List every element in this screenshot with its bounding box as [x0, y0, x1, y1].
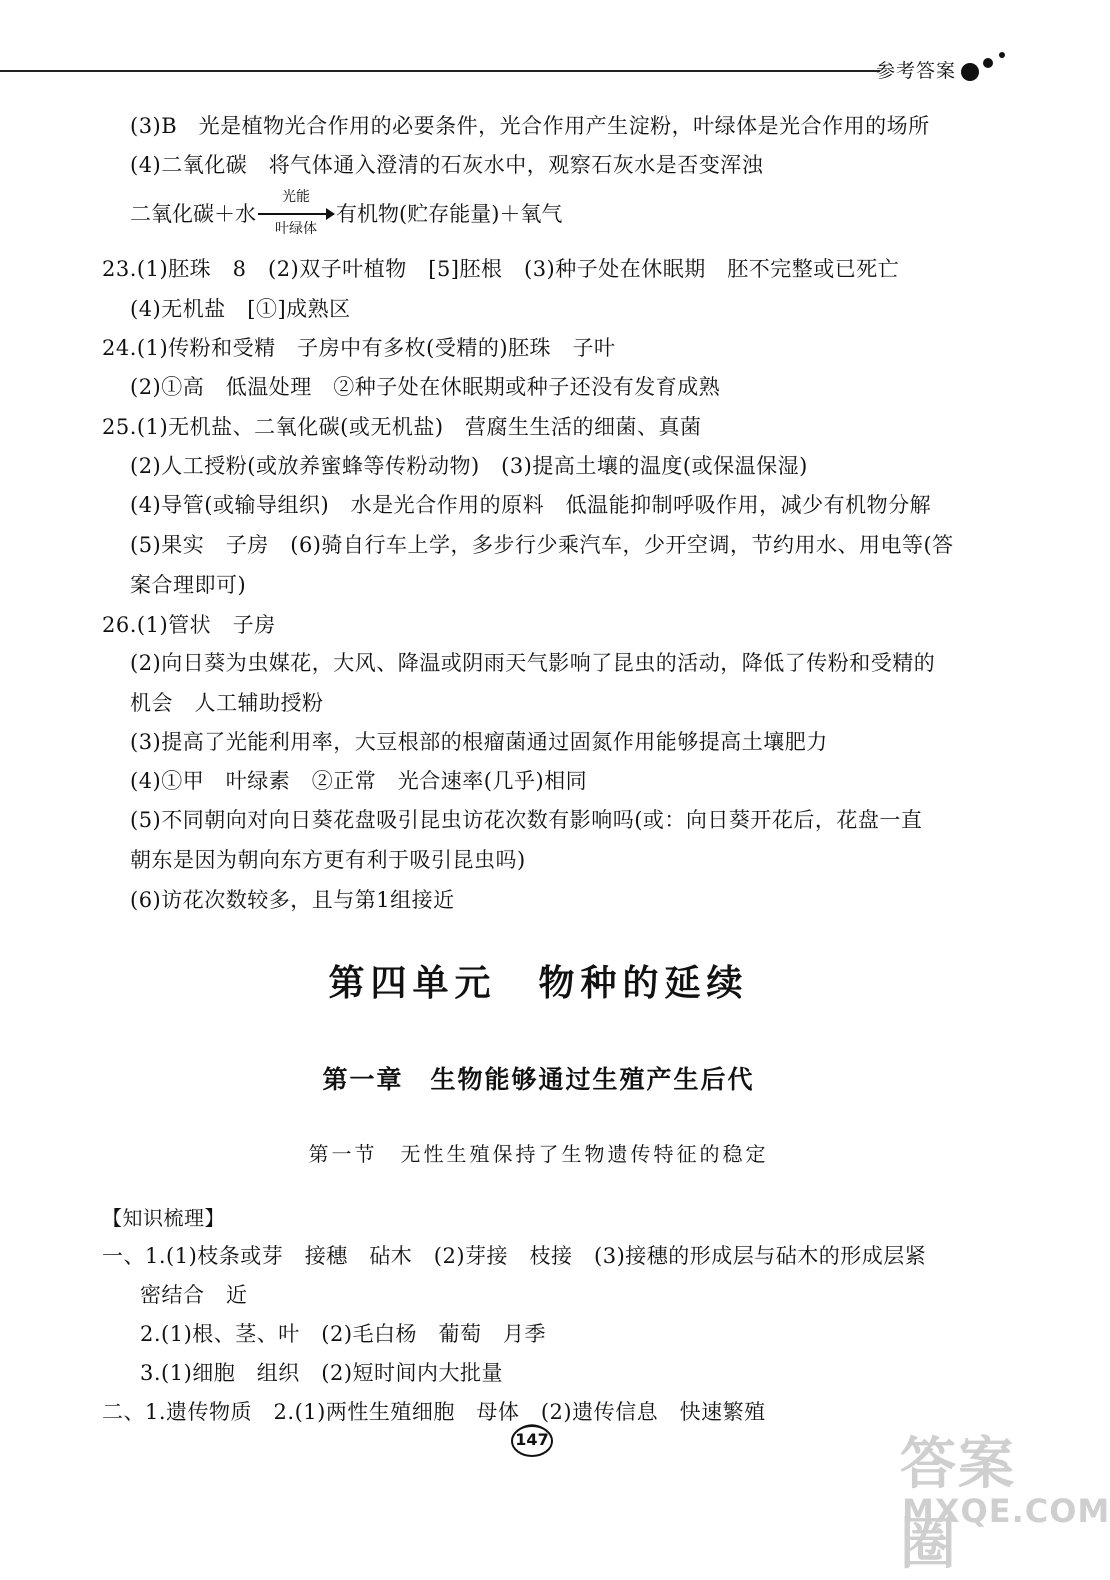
answer-line: 26.(1)管状 子房 — [102, 613, 276, 637]
knowledge-heading: 【知识梳理】 — [102, 1206, 225, 1230]
knowledge-line: 3.(1)细胞 组织 (2)短时间内大批量 — [140, 1361, 504, 1385]
answer-line: (3)B 光是植物光合作用的必要条件，光合作用产生淀粉，叶绿体是光合作用的场所 — [130, 114, 930, 138]
reaction-arrow — [256, 189, 336, 237]
answer-line: (3)提高了光能利用率，大豆根部的根瘤菌通过固氮作用能够提高土壤肥力 — [130, 730, 828, 754]
page-number-badge — [508, 1420, 556, 1460]
answer-line: 案合理即可) — [130, 573, 247, 597]
photosynthesis-equation — [130, 189, 563, 237]
header-label: 参考答案 — [876, 60, 957, 82]
knowledge-line: 2.(1)根、茎、叶 (2)毛白杨 葡萄 月季 — [140, 1322, 547, 1346]
header-rule — [0, 70, 880, 72]
answer-line: (2)向日葵为虫媒花，大风、降温或阴雨天气影响了昆虫的活动，降低了传粉和受精的 — [130, 651, 936, 675]
answer-line: (2)人工授粉(或放养蜜蜂等传粉动物) (3)提高土壤的温度(或保温保湿) — [130, 454, 808, 478]
answer-line: (5)果实 子房 (6)骑自行车上学，多步行少乘汽车，少开空调，节约用水、用电等(答 — [130, 533, 954, 557]
answer-line: (4)无机盐 [①]成熟区 — [130, 297, 351, 321]
arrow-top-label: 光能 — [282, 189, 310, 205]
answer-line: 23.(1)胚珠 8 (2)双子叶植物 [5]胚根 (3)种子处在休眠期 胚不完整或已死亡 — [102, 257, 900, 281]
answer-line: (4)二氧化碳 将气体通入澄清的石灰水中，观察石灰水是否变浑浊 — [130, 153, 764, 177]
unit-title: 第四单元 物种的延续 — [328, 962, 749, 1004]
knowledge-line: 一、1.(1)枝条或芽 接穗 砧木 (2)芽接 枝接 (3)接穗的形成层与砧木的形成层紧 — [102, 1244, 927, 1268]
section-title: 第一节 无性生殖保持了生物遗传特征的稳定 — [308, 1142, 769, 1166]
answer-line: 朝东是因为朝向东方更有利于吸引昆虫吗) — [130, 848, 526, 872]
watermark-line1: 答案圈 — [900, 1432, 1016, 1577]
answer-line: (5)不同朝向对向日葵花盘吸引昆虫访花次数有影响吗(或：向日葵开花后，花盘一直 — [130, 808, 923, 832]
equation-right: 有机物(贮存能量)＋氧气 — [336, 202, 563, 226]
knowledge-line: 密结合 近 — [140, 1283, 248, 1307]
equation-left: 二氧化碳＋水 — [130, 202, 256, 226]
answer-line: 机会 人工辅助授粉 — [130, 691, 324, 715]
answer-line: 25.(1)无机盐、二氧化碳(或无机盐) 营腐生生活的细菌、真菌 — [102, 415, 702, 439]
watermark-line2: MXQE.COM — [902, 1492, 1110, 1530]
header-dots-icon — [958, 46, 1018, 86]
answer-line: (4)导管(或输导组织) 水是光合作用的原料 低温能抑制呼吸作用，减少有机物分解 — [130, 493, 932, 517]
answer-line: 24.(1)传粉和受精 子房中有多枚(受精的)胚珠 子叶 — [102, 336, 616, 360]
site-watermark — [900, 1420, 1110, 1577]
page-number: 147 — [515, 1430, 549, 1449]
arrow-bottom-label: 叶绿体 — [275, 221, 317, 237]
chapter-title: 第一章 生物能够通过生殖产生后代 — [322, 1065, 755, 1094]
answer-line: (4)①甲 叶绿素 ②正常 光合速率(几乎)相同 — [130, 769, 588, 793]
answer-line: (6)访花次数较多，且与第1组接近 — [130, 888, 455, 912]
answer-line: (2)①高 低温处理 ②种子处在休眠期或种子还没有发育成熟 — [130, 375, 721, 399]
knowledge-line: 二、1.遗传物质 2.(1)两性生殖细胞 母体 (2)遗传信息 快速繁殖 — [102, 1400, 766, 1424]
